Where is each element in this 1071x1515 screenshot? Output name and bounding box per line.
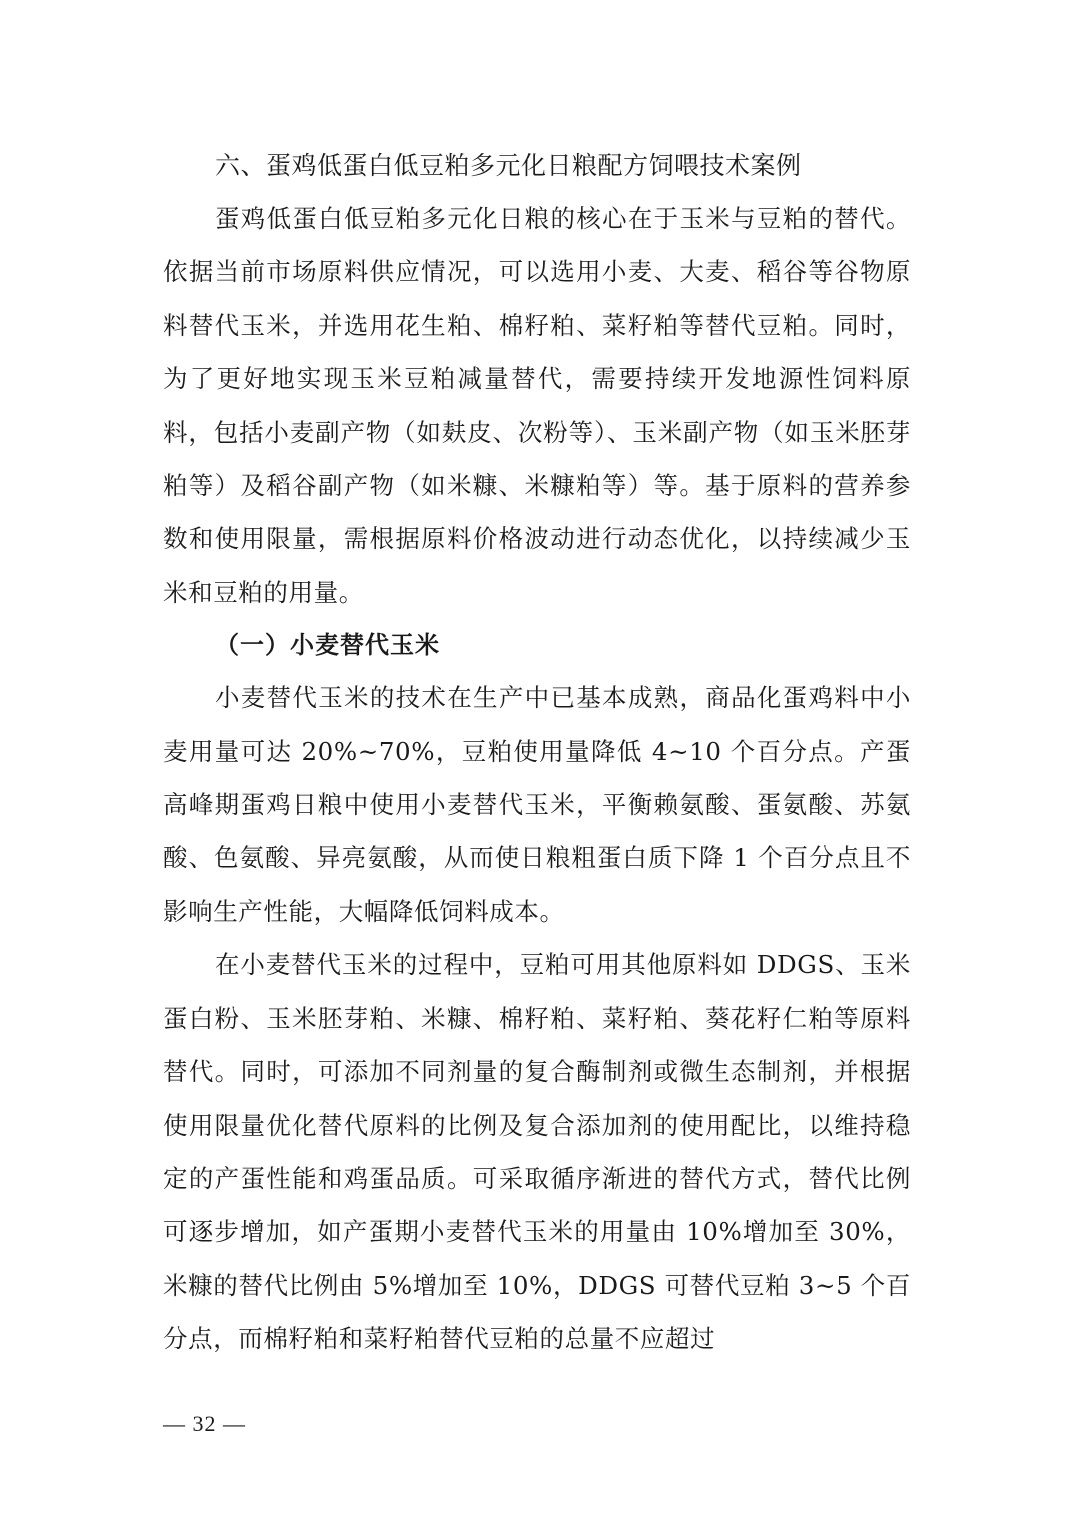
body-paragraph-2: 在小麦替代玉米的过程中，豆粕可用其他原料如 DDGS、玉米蛋白粉、玉米胚芽粕、米糠、棉籽粕、菜籽粕、葵花籽仁粕等原料替代。同时，可添加不同剂量的复合酶制剂或微生态制剂，并根据使用限量优化替代原料的比例及复合添加剂的使用配比，以维持稳定的产蛋性能和鸡蛋品质。可采取循序渐进的替代方式，替代比例可逐步增加，如产蛋期小麦替代玉米的用量由 10%增加至 30%，米糠的替代比例由 5%增加至 10%，DDGS 可替代豆粕 3~5 个百分点，而棉籽粕和菜籽粕替代豆粕的总量不应超过 <box>163 950 911 1354</box>
body-paragraph-1: 小麦替代玉米的技术在生产中已基本成熟，商品化蛋鸡料中小麦用量可达 20%~70%，豆粕使用量降低 4~10 个百分点。产蛋高峰期蛋鸡日粮中使用小麦替代玉米，平衡赖氨酸、蛋氨酸、苏氨酸、色氨酸、异亮氨酸，从而使日粮粗蛋白质下降 1 个百分点且不影响生产性能，大幅降低饲料成本。 <box>163 683 911 926</box>
section-heading: 六、蛋鸡低蛋白低豆粕多元化日粮配方饲喂技术案例 <box>215 151 802 180</box>
page-number: — 32 — <box>163 1411 246 1436</box>
intro-paragraph: 蛋鸡低蛋白低豆粕多元化日粮的核心在于玉米与豆粕的替代。依据当前市场原料供应情况，可以选用小麦、大麦、稻谷等谷物原料替代玉米，并选用花生粕、棉籽粕、菜籽粕等替代豆粕。同时，为了更好地实现玉米豆粕减量替代，需要持续开发地源性饲料原料，包括小麦副产物（如麸皮、次粉等）、玉米副产物（如玉米胚芽粕等）及稻谷副产物（如米糠、米糠粕等）等。基于原料的营养参数和使用限量，需根据原料价格波动进行动态优化，以持续减少玉米和豆粕的用量。 <box>163 204 911 607</box>
page-content <box>163 140 911 1366</box>
subsection-heading: （一）小麦替代玉米 <box>215 630 440 660</box>
